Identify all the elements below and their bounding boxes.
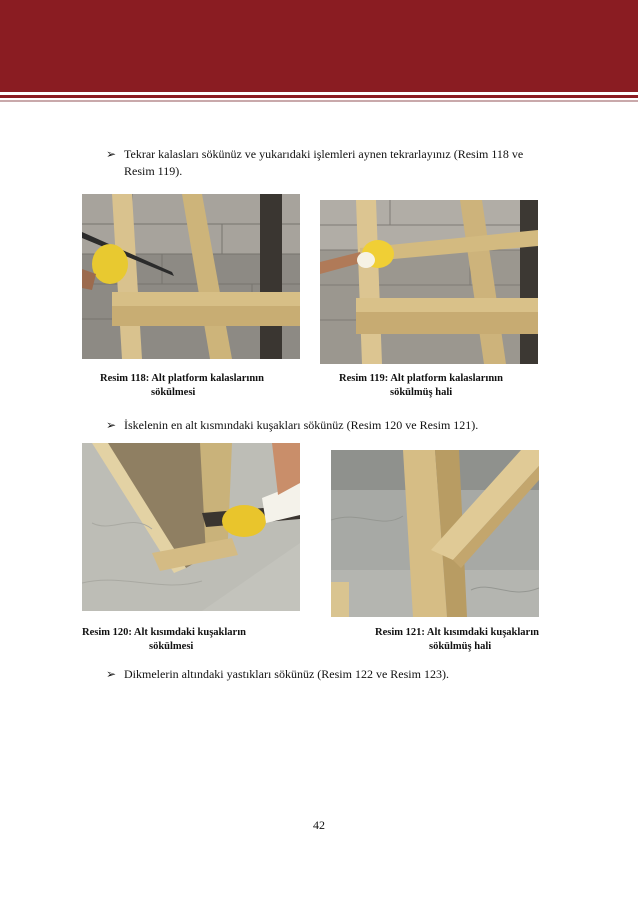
figure-120-photo bbox=[82, 443, 300, 611]
header-band bbox=[0, 0, 638, 92]
page-number: 42 bbox=[313, 818, 325, 832]
figure-121-photo bbox=[331, 450, 539, 617]
figure-119-caption-sub: sökülmüş hali bbox=[390, 387, 453, 398]
figure-118-caption-title: Resim 118: Alt platform kalaslarının bbox=[100, 373, 264, 384]
header-rule bbox=[0, 95, 638, 98]
bullet-arrow-icon: ➢ bbox=[106, 667, 117, 681]
figure-119-photo bbox=[320, 200, 538, 364]
figure-118-caption bbox=[100, 372, 264, 400]
figure-121-caption-sub: sökülmüş hali bbox=[429, 641, 492, 652]
figure-120-caption bbox=[82, 626, 246, 654]
bullet-text: Resim 119). bbox=[124, 164, 183, 178]
bullet-arrow-icon: ➢ bbox=[106, 147, 117, 161]
bullet-text: Dikmelerin altındaki yastıkları sökünüz (Resim 122 ve Resim 123). bbox=[124, 667, 449, 681]
header-rule-light bbox=[0, 100, 638, 102]
figure-119-caption-title: Resim 119: Alt platform kalaslarının bbox=[339, 373, 503, 384]
bullet-arrow-icon: ➢ bbox=[106, 418, 117, 432]
figure-121-caption-title: Resim 121: Alt kısımdaki kuşakların bbox=[375, 627, 539, 638]
figure-121-caption bbox=[375, 626, 539, 654]
figure-118-photo bbox=[82, 194, 300, 359]
bullet-text: Tekrar kalasları sökünüz ve yukarıdaki işlemleri aynen tekrarlayınız (Resim 118 ve bbox=[124, 147, 524, 161]
figure-120-caption-sub: sökülmesi bbox=[149, 641, 194, 652]
bullet-text: İskelenin en alt kısmındaki kuşakları sökünüz (Resim 120 ve Resim 121). bbox=[124, 418, 479, 432]
figure-118-caption-sub: sökülmesi bbox=[151, 387, 196, 398]
figure-120-caption-title: Resim 120: Alt kısımdaki kuşakların bbox=[82, 627, 246, 638]
figure-119-caption bbox=[339, 372, 503, 400]
